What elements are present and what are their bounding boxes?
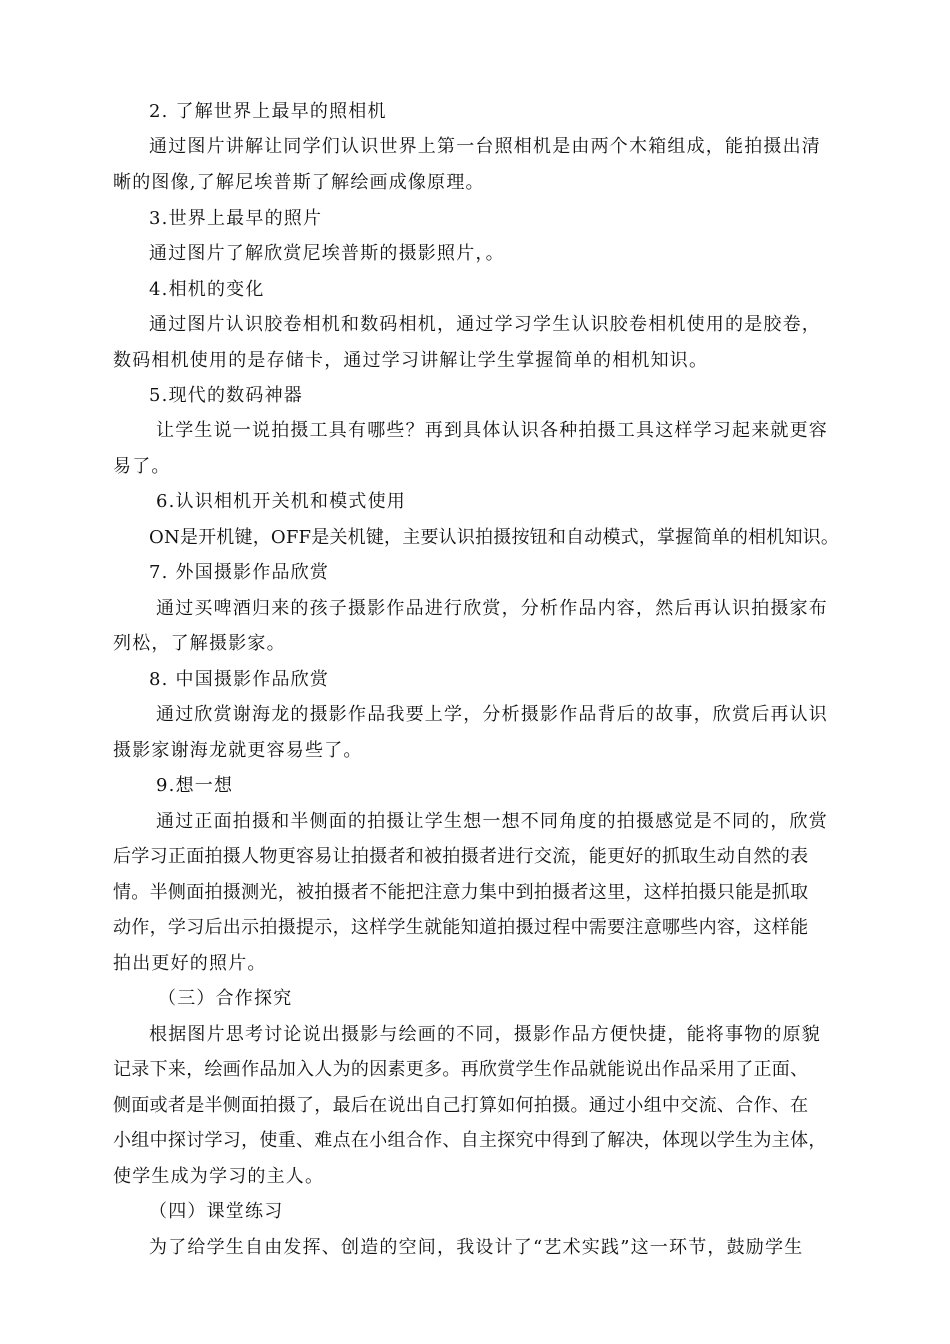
paragraph-line: 让学生说一说拍摄工具有哪些？再到具体认识各种拍摄工具这样学习起来就更容: [156, 420, 828, 441]
paragraph-line: 摄影家谢海龙就更容易些了。: [113, 740, 363, 761]
paragraph-line: 后学习正面拍摄人物更容易让拍摄者和被拍摄者进行交流，能更好的抓取生动自然的表: [113, 846, 809, 867]
heading-3: 3.世界上最早的照片: [149, 208, 323, 229]
heading-2: 2. 了解世界上最早的照相机: [149, 101, 387, 122]
heading-5: 5.现代的数码神器: [149, 385, 303, 406]
heading-4: 4.相机的变化: [149, 279, 265, 300]
paragraph-line: 情。半侧面拍摄测光，被拍摄者不能把注意力集中到拍摄者这里，这样拍摄只能是抓取: [113, 882, 809, 903]
paragraph-line: 侧面或者是半侧面拍摄了，最后在说出自己打算如何拍摄。通过小组中交流、合作、在: [113, 1095, 809, 1116]
paragraph-line: 动作，学习后出示拍摄提示，这样学生就能知道拍摄过程中需要注意哪些内容，这样能: [113, 917, 809, 938]
paragraph-line: 通过买啤酒归来的孩子摄影作品进行欣赏，分析作品内容，然后再认识拍摄家布: [156, 598, 828, 619]
paragraph-line: 通过图片认识胶卷相机和数码相机，通过学习学生认识胶卷相机使用的是胶卷，: [149, 314, 821, 335]
paragraph-line: ON是开机键，OFF是关机键，主要认识拍摄按钮和自动模式，掌握简单的相机知识。: [149, 527, 840, 548]
paragraph-line: 通过图片讲解让同学们认识世界上第一台照相机是由两个木箱组成，能拍摄出清: [149, 136, 821, 157]
paragraph-line: 根据图片思考讨论说出摄影与绘画的不同，摄影作品方便快捷，能将事物的原貌: [149, 1024, 821, 1045]
heading-6: 6.认识相机开关机和模式使用: [156, 491, 406, 512]
paragraph-line: 数码相机使用的是存储卡，通过学习讲解让学生掌握简单的相机知识。: [113, 350, 709, 371]
section-heading-3: （三）合作探究: [158, 988, 293, 1009]
paragraph-line: 记录下来，绘画作品加入人为的因素更多。再欣赏学生作品就能说出作品采用了正面、: [113, 1059, 809, 1080]
heading-9: 9.想一想: [156, 775, 234, 796]
heading-8: 8. 中国摄影作品欣赏: [149, 669, 330, 690]
paragraph-line: 拍出更好的照片。: [113, 953, 267, 974]
paragraph-line: 通过欣赏谢海龙的摄影作品我要上学，分析摄影作品背后的故事，欣赏后再认识: [156, 704, 828, 725]
section-heading-4: （四）课堂练习: [149, 1201, 284, 1222]
paragraph-line: 列松，了解摄影家。: [113, 633, 286, 654]
paragraph-line: 通过正面拍摄和半侧面的拍摄让学生想一想不同角度的拍摄感觉是不同的，欣赏: [156, 811, 828, 832]
heading-7: 7. 外国摄影作品欣赏: [149, 562, 330, 583]
paragraph-line: 易了。: [113, 456, 171, 477]
paragraph-line: 使学生成为学习的主人。: [113, 1166, 325, 1187]
paragraph-line: 小组中探讨学习，使重、难点在小组合作、自主探究中得到了解决，体现以学生为主体，: [113, 1130, 827, 1151]
paragraph-line: 晰的图像,了解尼埃普斯了解绘画成像原理。: [113, 172, 485, 193]
paragraph-line: 通过图片了解欣赏尼埃普斯的摄影照片，。: [149, 243, 505, 264]
paragraph-line: 为了给学生自由发挥、创造的空间，我设计了“艺术实践”这一环节，鼓励学生: [149, 1237, 804, 1258]
